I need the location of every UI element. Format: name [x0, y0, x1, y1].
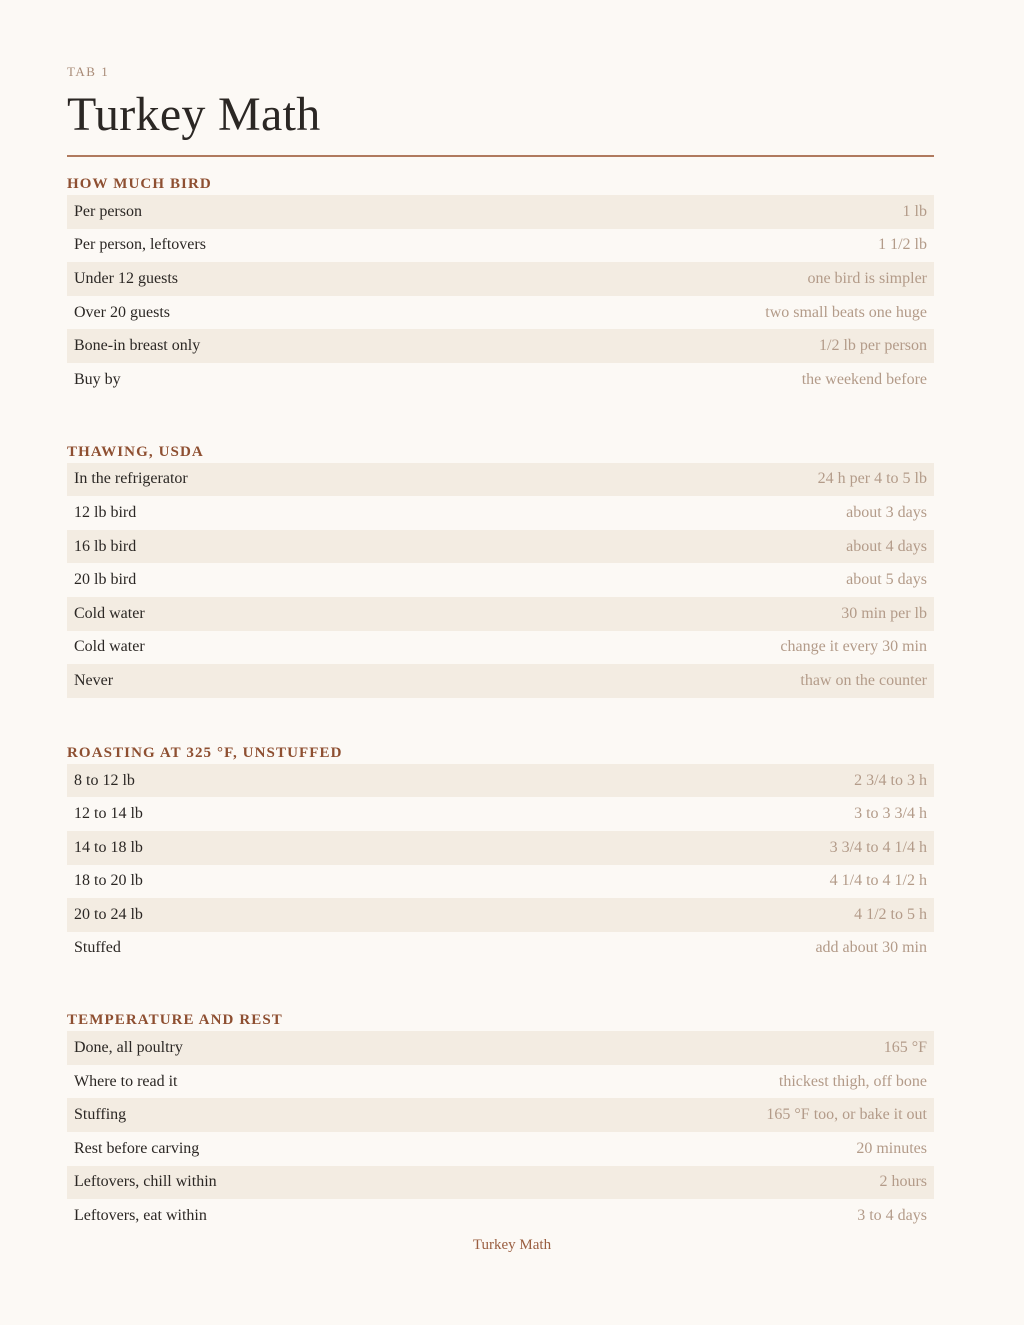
- list-item: [67, 195, 934, 229]
- row-label: Stuffed: [74, 939, 121, 957]
- list-item: [67, 363, 934, 397]
- row-value: two small beats one huge: [765, 303, 927, 321]
- list-item: [67, 496, 934, 530]
- row-label: 20 to 24 lb: [74, 905, 143, 923]
- row-value: the weekend before: [801, 370, 927, 388]
- row-value: 4 1/4 to 4 1/2 h: [829, 872, 927, 890]
- section-title: THAWING, USDA: [67, 443, 204, 460]
- list-item: [67, 764, 934, 798]
- row-label: 12 to 14 lb: [74, 805, 143, 823]
- row-label: 18 to 20 lb: [74, 872, 143, 890]
- row-label: Cold water: [74, 638, 145, 656]
- row-label: 16 lb bird: [74, 537, 137, 555]
- row-value: 1/2 lb per person: [819, 337, 927, 355]
- list-item: [67, 597, 934, 631]
- list-item: [67, 530, 934, 564]
- row-label: Where to read it: [74, 1072, 178, 1090]
- list-item: [67, 1098, 934, 1132]
- row-value: 165 °F too, or bake it out: [766, 1106, 927, 1124]
- row-label: 20 lb bird: [74, 571, 137, 589]
- row-label: Per person, leftovers: [74, 236, 206, 254]
- row-label: In the refrigerator: [74, 470, 188, 488]
- row-label: Cold water: [74, 604, 145, 622]
- row-value: 30 min per lb: [841, 604, 927, 622]
- list-item: [67, 329, 934, 363]
- data-list: [67, 1031, 934, 1233]
- row-value: 1 lb: [902, 202, 927, 220]
- section-title: ROASTING AT 325 °F, UNSTUFFED: [67, 744, 343, 761]
- row-label: 12 lb bird: [74, 503, 137, 521]
- list-item: [67, 631, 934, 665]
- row-value: one bird is simpler: [807, 269, 927, 287]
- row-label: Leftovers, chill within: [74, 1173, 217, 1191]
- list-item: [67, 1199, 934, 1233]
- row-value: add about 30 min: [815, 939, 927, 957]
- row-label: Over 20 guests: [74, 303, 170, 321]
- row-label: Bone-in breast only: [74, 337, 201, 355]
- list-item: [67, 865, 934, 899]
- row-value: 3 to 4 days: [857, 1207, 927, 1225]
- row-value: 3 3/4 to 4 1/4 h: [829, 838, 927, 856]
- list-item: [67, 229, 934, 263]
- data-list: [67, 195, 934, 397]
- page-footer: Turkey Math: [472, 1237, 552, 1253]
- section-title: TEMPERATURE AND REST: [67, 1012, 283, 1029]
- data-list: [67, 463, 934, 698]
- list-item: [67, 664, 934, 698]
- section-temperature-and-rest: [67, 1007, 934, 1233]
- data-list: [67, 764, 934, 966]
- row-value: 2 3/4 to 3 h: [854, 771, 927, 789]
- tab-label: TAB 1: [67, 64, 110, 79]
- row-label: Buy by: [74, 370, 121, 388]
- row-label: Stuffing: [74, 1106, 127, 1124]
- list-item: [67, 898, 934, 932]
- list-item: [67, 1132, 934, 1166]
- list-item: [67, 1031, 934, 1065]
- row-value: 20 minutes: [856, 1139, 927, 1157]
- row-value: about 4 days: [846, 537, 927, 555]
- row-value: change it every 30 min: [780, 638, 927, 656]
- row-label: 8 to 12 lb: [74, 771, 135, 789]
- page: [67, 62, 934, 1233]
- section-title: HOW MUCH BIRD: [67, 176, 212, 192]
- row-value: thickest thigh, off bone: [778, 1072, 927, 1090]
- row-label: 14 to 18 lb: [74, 838, 143, 856]
- list-item: [67, 831, 934, 865]
- list-item: [67, 797, 934, 831]
- row-value: 165 °F: [883, 1039, 927, 1057]
- section-roasting: [67, 740, 934, 966]
- row-label: Leftovers, eat within: [74, 1207, 207, 1225]
- list-item: [67, 463, 934, 497]
- row-label: Never: [74, 671, 114, 689]
- row-label: Done, all poultry: [74, 1039, 183, 1057]
- list-item: [67, 262, 934, 296]
- list-item: [67, 1166, 934, 1200]
- list-item: [67, 1065, 934, 1099]
- row-value: 1 1/2 lb: [878, 236, 927, 254]
- row-value: thaw on the counter: [800, 671, 927, 689]
- list-item: [67, 563, 934, 597]
- row-value: 2 hours: [879, 1173, 927, 1191]
- row-value: 3 to 3 3/4 h: [854, 805, 927, 823]
- section-thawing: [67, 439, 934, 698]
- list-item: [67, 296, 934, 330]
- row-value: about 3 days: [846, 503, 927, 521]
- row-value: about 5 days: [846, 571, 927, 589]
- row-value: 24 h per 4 to 5 lb: [817, 470, 927, 488]
- row-value: 4 1/2 to 5 h: [854, 905, 927, 923]
- row-label: Under 12 guests: [74, 269, 178, 287]
- row-label: Rest before carving: [74, 1139, 200, 1157]
- row-label: Per person: [74, 202, 142, 220]
- list-item: [67, 932, 934, 966]
- page-title: Turkey Math: [67, 88, 321, 141]
- section-how-much-bird: [67, 171, 934, 397]
